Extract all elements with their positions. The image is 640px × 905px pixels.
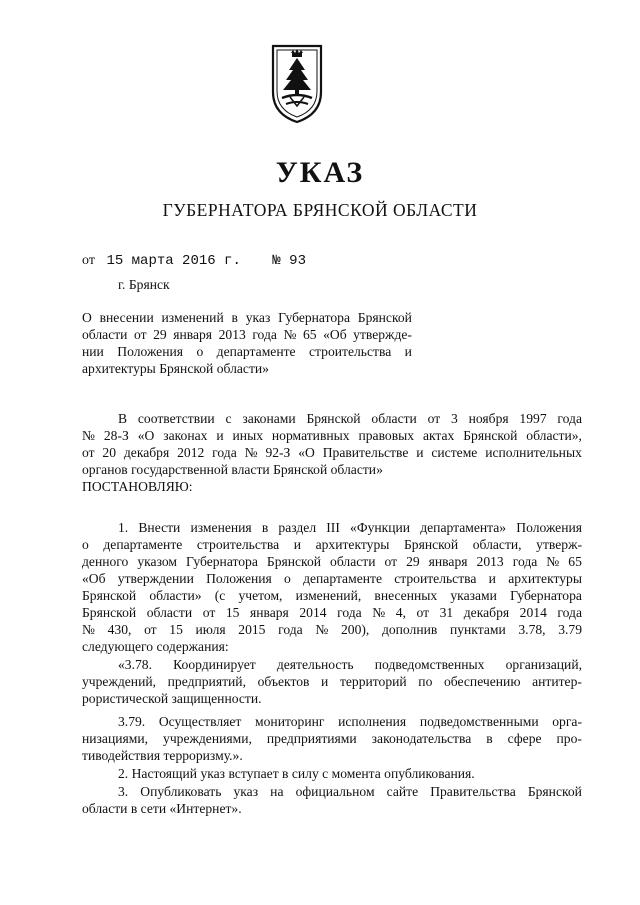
subject-line: нии Положения о департаменте строительства и	[82, 344, 412, 359]
body-line: следующего содержания:	[82, 639, 229, 654]
body-line: 2. Настоящий указ вступает в силу с момента опубликования.	[118, 766, 475, 781]
city: г. Брянск	[118, 277, 170, 292]
body-line: тиводействия терроризму.».	[82, 748, 243, 763]
body-line: Брянской области» (с учетом, изменений, внесенных указами Губернатора	[82, 588, 582, 603]
body-line: «Об утверждении Положения о департаменте строительства и архитектуры	[82, 571, 582, 586]
body-line: области в сети «Интернет».	[82, 801, 242, 816]
preamble-line: органов государственной власти Брянской области»	[82, 462, 383, 477]
body-line: № 430, от 15 июля 2015 года № 200), дополнив пунктами 3.78, 3.79	[82, 622, 582, 637]
body-line: 3.79. Осуществляет мониторинг исполнения подведомственными орга-	[118, 714, 582, 729]
body-line: «3.78. Координирует деятельность подведомственных организаций,	[118, 657, 582, 672]
document-title: УКАЗ	[275, 156, 365, 189]
body-line: рористической защищенности.	[82, 691, 262, 706]
date-prefix: от	[82, 253, 95, 268]
body-line: низациями, учреждениями, предприятиями законодательства в сфере про-	[82, 731, 582, 746]
body-line: о департаменте строительства и архитектуры Брянской области, утверж-	[82, 537, 582, 552]
decree-number: № 93	[272, 253, 306, 269]
subject-line: О внесении изменений в указ Губернатора Брянской	[82, 310, 412, 325]
body-line: 1. Внести изменения в раздел III «Функции департамента» Положения	[118, 520, 582, 535]
body-line: учреждений, предприятий, объектов и территорий по обеспечению антитер-	[82, 674, 582, 689]
subject-line: архитектуры Брянской области»	[82, 361, 269, 376]
body-line: Брянской области от 15 января 2014 года № 4, от 31 декабря 2014 года	[82, 605, 582, 620]
date-line	[82, 253, 306, 269]
preamble-line: № 28-З «О законах и иных нормативных правовых актах Брянской области»,	[82, 428, 582, 443]
coat-of-arms-emblem	[270, 42, 324, 126]
body-line: 3. Опубликовать указ на официальном сайте Правительства Брянской	[118, 784, 582, 799]
decree-date: 15 марта 2016 г.	[106, 253, 241, 269]
subject-line: области от 29 января 2013 года № 65 «Об утвержде-	[82, 327, 412, 342]
preamble-line: от 20 декабря 2012 года № 92-З «О Правительстве и системе исполнительных	[82, 445, 582, 460]
preamble-line: В соответствии с законами Брянской области от 3 ноября 1997 года	[118, 411, 582, 426]
document-subtitle: ГУБЕРНАТОРА БРЯНСКОЙ ОБЛАСТИ	[162, 200, 478, 220]
body-line: денного указом Губернатора Брянской области от 29 января 2013 года № 65	[82, 554, 582, 569]
resolution-word: ПОСТАНОВЛЯЮ:	[82, 479, 193, 494]
